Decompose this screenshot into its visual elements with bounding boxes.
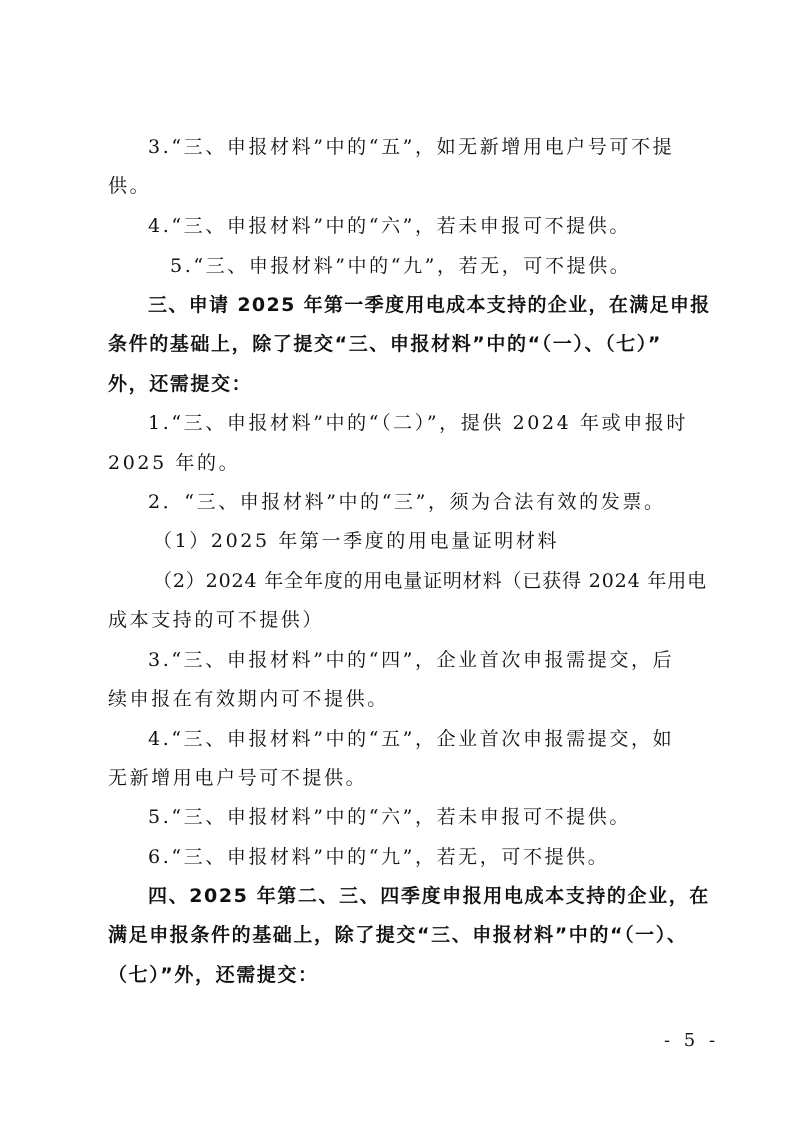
- section3-item5: 5.“三、申报材料”中的“六”，若未申报可不提供。: [148, 806, 631, 828]
- section3-item2-sub2-line2: 成本支持的可不提供）: [108, 609, 325, 631]
- section3-item6: 6.“三、申报材料”中的“九”，若无，可不提供。: [148, 846, 610, 868]
- section3-item4-line1: 4.“三、申报材料”中的“五”，企业首次申报需提交，如: [148, 728, 675, 750]
- section2-item5: 5.“三、申报材料”中的“九”，若无，可不提供。: [170, 255, 632, 277]
- page-number: - 5 -: [664, 1030, 720, 1051]
- section2-item3-line2: 供。: [108, 175, 152, 197]
- section3-heading-line3: 外，还需提交：: [108, 373, 253, 395]
- section2-item3-line1: 3.“三、申报材料”中的“五”，如无新增用电户号可不提: [148, 136, 675, 158]
- section4-heading-line1: 四、2025 年第二、三、四季度申报用电成本支持的企业，在: [148, 885, 710, 907]
- section3-heading-line2: 条件的基础上，除了提交“三、申报材料”中的“（一）、（七）”: [108, 333, 662, 355]
- section3-item1-line1: 1.“三、申报材料”中的“（二）”，提供 2024 年或申报时: [148, 412, 689, 434]
- section4-heading-line2: 满足申报条件的基础上，除了提交“三、申报材料”中的“（一）、: [108, 924, 688, 946]
- section4-heading-line3: （七）”外，还需提交：: [108, 964, 319, 986]
- section3-item4-line2: 无新增用电户号可不提供。: [108, 767, 368, 789]
- section3-item3-line1: 3.“三、申报材料”中的“四”，企业首次申报需提交，后: [148, 649, 675, 671]
- section3-item2: 2．“三、申报材料”中的“三”，须为合法有效的发票。: [148, 491, 666, 513]
- section3-item2-sub1: （1）2025 年第一季度的用电量证明材料: [153, 530, 560, 552]
- section3-item3-line2: 续申报在有效期内可不提供。: [108, 688, 389, 710]
- section2-item4: 4.“三、申报材料”中的“六”，若未申报可不提供。: [148, 215, 631, 237]
- section3-heading-line1: 三、申请 2025 年第一季度用电成本支持的企业，在满足申报: [148, 294, 711, 316]
- section3-item2-sub2-line1: （2）2024 年全年度的用电量证明材料（已获得 2024 年用电: [153, 570, 707, 592]
- section3-item1-line2: 2025 年的。: [108, 452, 241, 474]
